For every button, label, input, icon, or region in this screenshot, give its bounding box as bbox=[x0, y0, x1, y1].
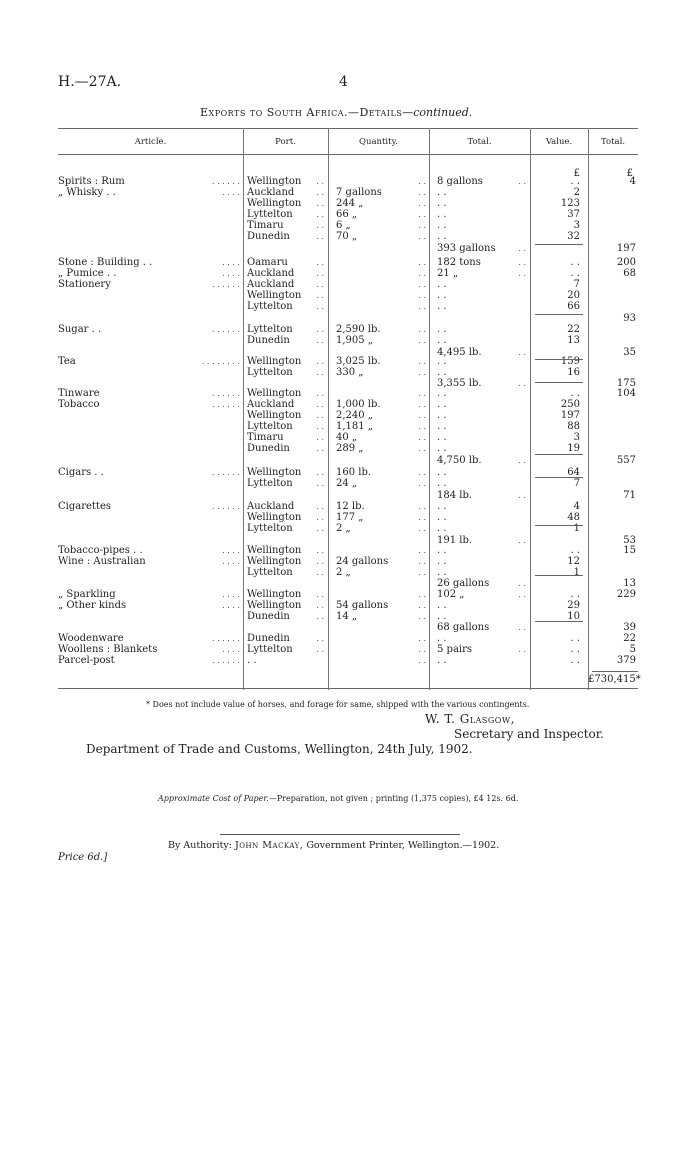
cell-tot: . . bbox=[437, 600, 447, 611]
cell-pd: . . bbox=[316, 389, 324, 398]
cell-pd: . . bbox=[316, 546, 324, 555]
cell-tot: 102 „ bbox=[437, 589, 465, 600]
cell-article: Woollens : Blankets bbox=[58, 644, 158, 655]
cell-gt: 15 bbox=[623, 545, 636, 556]
cell-qty: 54 gallons bbox=[336, 600, 389, 611]
cell-qd: . . bbox=[418, 302, 426, 311]
cell-port: Lyttelton bbox=[247, 421, 293, 432]
cell-tot: 3,355 lb. bbox=[437, 378, 482, 389]
cell-tot: 68 gallons bbox=[437, 622, 490, 633]
cell-pd: . . bbox=[316, 258, 324, 267]
cell-pd: . . bbox=[316, 336, 324, 345]
cell-gt: 22 bbox=[623, 633, 636, 644]
cell-pd: . . bbox=[316, 199, 324, 208]
cell-qd: . . bbox=[418, 546, 426, 555]
cell-tot: . . bbox=[437, 367, 447, 378]
cell-article: Wine : Australian bbox=[58, 556, 146, 567]
cell-tot: . . bbox=[437, 512, 447, 523]
cell-port: Wellington bbox=[247, 198, 302, 209]
cell-qd: . . bbox=[418, 601, 426, 610]
cell-qd: . . bbox=[418, 422, 426, 431]
cell-qty: 66 „ bbox=[336, 209, 358, 220]
cell-article: Cigarettes bbox=[58, 501, 111, 512]
cell-qd: . . bbox=[418, 411, 426, 420]
cell-val: . . bbox=[570, 655, 580, 666]
cell-port: Lyttelton bbox=[247, 367, 293, 378]
cell-qd: . . bbox=[418, 433, 426, 442]
cell-ad: . . . . . . bbox=[212, 400, 240, 409]
cell-pd: . . bbox=[316, 232, 324, 241]
cell-qty: 330 „ bbox=[336, 367, 364, 378]
page-number: 4 bbox=[339, 74, 348, 90]
cell-val: . . bbox=[570, 545, 580, 556]
cell-td: . . bbox=[518, 258, 526, 267]
cell-article: Stone : Building . . bbox=[58, 257, 153, 268]
cell-qty: 2,240 „ bbox=[336, 410, 373, 421]
cell-article: Spirits : Rum bbox=[58, 176, 125, 187]
cell-ad: . . . . . . bbox=[212, 502, 240, 511]
cell-td: . . bbox=[518, 379, 526, 388]
cell-val: 29 bbox=[567, 600, 580, 611]
cell-port: Auckland bbox=[247, 187, 295, 198]
col-header-quantity: Quantity. bbox=[359, 137, 398, 147]
cell-article: Woodenware bbox=[58, 633, 124, 644]
cell-qd: . . bbox=[418, 269, 426, 278]
cell-qty: 7 gallons bbox=[336, 187, 382, 198]
cell-qty: 24 gallons bbox=[336, 556, 389, 567]
cell-gt: 379 bbox=[616, 655, 636, 666]
cell-ad: . . . . . . bbox=[212, 656, 240, 665]
cell-article: Tobacco bbox=[58, 399, 100, 410]
cell-article: Tobacco-pipes . . bbox=[58, 545, 143, 556]
cell-port: Wellington bbox=[247, 176, 302, 187]
cell-article: „ Other kinds bbox=[58, 600, 127, 611]
cell-tot: 191 lb. bbox=[437, 535, 473, 546]
cell-port: Timaru bbox=[247, 220, 284, 231]
cell-gt: 93 bbox=[623, 313, 636, 324]
cell-val: . . bbox=[570, 268, 580, 279]
cell-port: Wellington bbox=[247, 290, 302, 301]
cell-qty: 40 „ bbox=[336, 432, 358, 443]
cell-qty: 289 „ bbox=[336, 443, 364, 454]
col-header-article: Article. bbox=[134, 137, 167, 147]
cell-gt: 5 bbox=[629, 644, 636, 655]
cell-port: Oamaru bbox=[247, 257, 288, 268]
cell-val: 7 bbox=[573, 279, 580, 290]
cell-val: 123 bbox=[560, 198, 580, 209]
cell-qd: . . bbox=[418, 291, 426, 300]
cell-qd: . . bbox=[418, 444, 426, 453]
cell-tot: . . bbox=[437, 301, 447, 312]
cell-qd: . . bbox=[418, 645, 426, 654]
cell-qd: . . bbox=[418, 502, 426, 511]
cell-tot: . . bbox=[437, 335, 447, 346]
cell-gt: 13 bbox=[623, 578, 636, 589]
cell-val: 37 bbox=[567, 209, 580, 220]
value-currency-symbol: £ bbox=[573, 168, 580, 179]
cell-gt: 71 bbox=[623, 490, 636, 501]
cell-val: 1 bbox=[573, 523, 580, 534]
cell-pd: . . bbox=[316, 411, 324, 420]
cell-pd: . . bbox=[316, 601, 324, 610]
cell-tot: . . bbox=[437, 467, 447, 478]
cell-pd: . . bbox=[316, 269, 324, 278]
cost-label: Approximate Cost of Paper. bbox=[158, 794, 269, 803]
cell-tot: . . bbox=[437, 324, 447, 335]
cell-td: . . bbox=[518, 269, 526, 278]
cell-tot: . . bbox=[437, 198, 447, 209]
cell-pd: . . bbox=[316, 557, 324, 566]
cell-tot: . . bbox=[437, 567, 447, 578]
cell-tot: . . bbox=[437, 187, 447, 198]
cell-port: Lyttelton bbox=[247, 478, 293, 489]
cell-tot: . . bbox=[437, 220, 447, 231]
cell-pd: . . bbox=[316, 302, 324, 311]
cell-article: Tinware bbox=[58, 388, 100, 399]
cell-val: 159 bbox=[560, 356, 580, 367]
printer-rest: Government Printer, Wellington.—1902. bbox=[306, 840, 500, 851]
cell-article: „ Whisky . . bbox=[58, 187, 116, 198]
cell-pd: . . bbox=[316, 568, 324, 577]
cell-tot: . . bbox=[437, 611, 447, 622]
cell-pd: . . bbox=[316, 325, 324, 334]
cell-port: Dunedin bbox=[247, 335, 290, 346]
cell-qd: . . bbox=[418, 336, 426, 345]
cell-qty: 2 „ bbox=[336, 523, 351, 534]
cell-ad: . . . . bbox=[222, 546, 240, 555]
cell-article: Parcel-post bbox=[58, 655, 115, 666]
cell-qd: . . bbox=[418, 612, 426, 621]
cell-qd: . . bbox=[418, 325, 426, 334]
cell-tot: 4,750 lb. bbox=[437, 455, 482, 466]
cell-pd: . . bbox=[316, 210, 324, 219]
cell-port: Lyttelton bbox=[247, 301, 293, 312]
cell-qty: 12 lb. bbox=[336, 501, 365, 512]
cell-pd: . . bbox=[316, 479, 324, 488]
cell-port: Auckland bbox=[247, 268, 295, 279]
cell-port: Wellington bbox=[247, 589, 302, 600]
cell-val: . . bbox=[570, 633, 580, 644]
col-header-grand-total: Total. bbox=[600, 137, 626, 147]
cell-port: Wellington bbox=[247, 356, 302, 367]
cell-td: . . bbox=[518, 536, 526, 545]
cell-qd: . . bbox=[418, 590, 426, 599]
cell-val: . . bbox=[570, 388, 580, 399]
cell-val: 2 bbox=[573, 187, 580, 198]
cell-ad: . . . . . . bbox=[212, 280, 240, 289]
cell-qd: . . bbox=[418, 468, 426, 477]
cell-ad: . . . . bbox=[222, 188, 240, 197]
cell-ad: . . . . . . bbox=[212, 634, 240, 643]
signature-role: Secretary and Inspector. bbox=[454, 727, 604, 741]
cell-article: Sugar . . bbox=[58, 324, 102, 335]
cell-tot: . . bbox=[437, 209, 447, 220]
cell-tot: 5 pairs bbox=[437, 644, 473, 655]
cell-tot: 8 gallons bbox=[437, 176, 483, 187]
cell-td: . . bbox=[518, 348, 526, 357]
cost-text: —Preparation, not given ; printing (1,375 copies), £4 12s. 6d. bbox=[268, 794, 519, 803]
cell-gt: 557 bbox=[616, 455, 636, 466]
cell-td: . . bbox=[518, 590, 526, 599]
cell-pd: . . bbox=[316, 612, 324, 621]
cell-tot: . . bbox=[437, 478, 447, 489]
cell-pd: . . bbox=[316, 280, 324, 289]
cell-pd: . . bbox=[316, 433, 324, 442]
cell-port: Lyttelton bbox=[247, 324, 293, 335]
col-header-port: Port. bbox=[275, 137, 296, 147]
cell-pd: . . bbox=[316, 368, 324, 377]
cell-pd: . . bbox=[316, 357, 324, 366]
cell-qd: . . bbox=[418, 656, 426, 665]
cell-pd: . . bbox=[316, 645, 324, 654]
cell-val: . . bbox=[570, 644, 580, 655]
cell-tot: . . bbox=[437, 399, 447, 410]
cell-ad: . . . . bbox=[222, 601, 240, 610]
cell-tot: . . bbox=[437, 501, 447, 512]
cell-tot: . . bbox=[437, 545, 447, 556]
cell-val: 10 bbox=[567, 611, 580, 622]
cell-qty: 160 lb. bbox=[336, 467, 372, 478]
cell-tot: . . bbox=[437, 279, 447, 290]
cell-val: 22 bbox=[567, 324, 580, 335]
title-caps: Exports to South Africa.—Details bbox=[200, 106, 403, 119]
cell-val: 3 bbox=[573, 220, 580, 231]
cell-gt: 39 bbox=[623, 622, 636, 633]
cell-td: . . bbox=[518, 491, 526, 500]
cell-val: 19 bbox=[567, 443, 580, 454]
cell-pd: . . bbox=[316, 177, 324, 186]
total-currency-symbol: £ bbox=[626, 168, 633, 179]
cell-qty: 14 „ bbox=[336, 611, 358, 622]
cell-port: . . bbox=[247, 655, 257, 666]
exports-table bbox=[58, 128, 641, 690]
cell-article: „ Sparkling bbox=[58, 589, 116, 600]
cell-pd: . . bbox=[316, 291, 324, 300]
cell-gt: 200 bbox=[616, 257, 636, 268]
cell-tot: . . bbox=[437, 231, 447, 242]
cell-article: Stationery bbox=[58, 279, 111, 290]
cell-val: 12 bbox=[567, 556, 580, 567]
cell-port: Dunedin bbox=[247, 443, 290, 454]
cell-td: . . bbox=[518, 579, 526, 588]
cell-qd: . . bbox=[418, 557, 426, 566]
cell-ad: . . . . bbox=[222, 258, 240, 267]
cell-port: Wellington bbox=[247, 467, 302, 478]
cell-qd: . . bbox=[418, 188, 426, 197]
cell-qty: 24 „ bbox=[336, 478, 358, 489]
cell-gt: 197 bbox=[616, 243, 636, 254]
cell-qd: . . bbox=[418, 357, 426, 366]
cell-pd: . . bbox=[316, 513, 324, 522]
cell-val: 4 bbox=[573, 501, 580, 512]
printer-prefix: By Authority: bbox=[168, 840, 232, 851]
cell-pd: . . bbox=[316, 221, 324, 230]
cell-gt: 4 bbox=[629, 176, 636, 187]
cell-qty: 3,025 lb. bbox=[336, 356, 381, 367]
cell-qd: . . bbox=[418, 280, 426, 289]
cell-tot: . . bbox=[437, 655, 447, 666]
cell-port: Wellington bbox=[247, 545, 302, 556]
cell-val: . . bbox=[570, 589, 580, 600]
cell-td: . . bbox=[518, 623, 526, 632]
cell-port: Timaru bbox=[247, 432, 284, 443]
cell-tot: 184 lb. bbox=[437, 490, 473, 501]
cell-tot: 21 „ bbox=[437, 268, 459, 279]
cell-port: Lyttelton bbox=[247, 523, 293, 534]
cell-ad: . . . . . . bbox=[212, 468, 240, 477]
cell-qd: . . bbox=[418, 232, 426, 241]
cell-val: 250 bbox=[560, 399, 580, 410]
cell-val: 1 bbox=[573, 567, 580, 578]
cell-gt: 229 bbox=[616, 589, 636, 600]
cell-ad: . . . . bbox=[222, 557, 240, 566]
cell-tot: 182 tons bbox=[437, 257, 481, 268]
cell-pd: . . bbox=[316, 502, 324, 511]
cell-qty: 244 „ bbox=[336, 198, 364, 209]
cell-val: . . bbox=[570, 176, 580, 187]
cell-ad: . . . . . . bbox=[212, 177, 240, 186]
cell-val: 66 bbox=[567, 301, 580, 312]
cell-port: Dunedin bbox=[247, 633, 290, 644]
cost-line bbox=[158, 794, 518, 803]
cell-val: . . bbox=[570, 257, 580, 268]
cell-qty: 1,905 „ bbox=[336, 335, 373, 346]
cell-val: 20 bbox=[567, 290, 580, 301]
cell-tot: . . bbox=[437, 443, 447, 454]
cell-port: Lyttelton bbox=[247, 567, 293, 578]
cell-val: 48 bbox=[567, 512, 580, 523]
printer-name: John Mackay, bbox=[235, 840, 304, 851]
cell-pd: . . bbox=[316, 590, 324, 599]
cell-qd: . . bbox=[418, 368, 426, 377]
cell-port: Auckland bbox=[247, 399, 295, 410]
cell-tot: . . bbox=[437, 633, 447, 644]
cell-qd: . . bbox=[418, 479, 426, 488]
cell-qd: . . bbox=[418, 177, 426, 186]
cell-qty: 1,000 lb. bbox=[336, 399, 381, 410]
cell-qty: 6 „ bbox=[336, 220, 351, 231]
signature-name: W. T. Glasgow, bbox=[425, 712, 515, 726]
cell-qd: . . bbox=[418, 258, 426, 267]
cell-tot: . . bbox=[437, 432, 447, 443]
cell-val: 3 bbox=[573, 432, 580, 443]
cell-qd: . . bbox=[418, 221, 426, 230]
cell-pd: . . bbox=[316, 634, 324, 643]
cell-qty: 177 „ bbox=[336, 512, 364, 523]
cell-ad: . . . . . . . . bbox=[201, 357, 240, 366]
cell-port: Wellington bbox=[247, 600, 302, 611]
cell-val: 16 bbox=[567, 367, 580, 378]
page-title bbox=[200, 106, 472, 119]
cell-qty: 1,181 „ bbox=[336, 421, 373, 432]
cell-ad: . . . . bbox=[222, 269, 240, 278]
cell-article: Cigars . . bbox=[58, 467, 104, 478]
price: Price 6d.] bbox=[58, 852, 108, 863]
cell-td: . . bbox=[518, 244, 526, 253]
cell-tot: . . bbox=[437, 556, 447, 567]
cell-ad: . . . . bbox=[222, 645, 240, 654]
cell-pd: . . bbox=[316, 422, 324, 431]
printer-line bbox=[168, 840, 499, 851]
cell-tot: . . bbox=[437, 290, 447, 301]
cell-tot: . . bbox=[437, 388, 447, 399]
cell-port: Dunedin bbox=[247, 611, 290, 622]
cell-val: 7 bbox=[573, 478, 580, 489]
cell-pd: . . bbox=[316, 400, 324, 409]
cell-qd: . . bbox=[418, 524, 426, 533]
cell-val: 88 bbox=[567, 421, 580, 432]
col-header-total: Total. bbox=[467, 137, 492, 147]
cell-td: . . bbox=[518, 177, 526, 186]
cell-port: Lyttelton bbox=[247, 644, 293, 655]
cell-port: Dunedin bbox=[247, 231, 290, 242]
cell-gt: 175 bbox=[616, 378, 636, 389]
title-italic: —continued. bbox=[402, 106, 473, 119]
cell-port: Wellington bbox=[247, 556, 302, 567]
col-header-value: Value. bbox=[545, 137, 573, 147]
cell-qty: 70 „ bbox=[336, 231, 358, 242]
cell-gt: 104 bbox=[616, 388, 636, 399]
cell-article: „ Pumice . . bbox=[58, 268, 117, 279]
cell-qty: 2,590 lb. bbox=[336, 324, 381, 335]
cell-qd: . . bbox=[418, 389, 426, 398]
cell-tot: 26 gallons bbox=[437, 578, 490, 589]
cell-pd: . . bbox=[316, 188, 324, 197]
footnote: * Does not include value of horses, and forage for same, shipped with the various contingents. bbox=[146, 700, 530, 709]
cell-qd: . . bbox=[418, 210, 426, 219]
cell-ad: . . . . . . bbox=[212, 325, 240, 334]
document-ref: H.—27A. bbox=[58, 74, 122, 90]
cell-tot: 393 gallons bbox=[437, 243, 496, 254]
cell-td: . . bbox=[518, 645, 526, 654]
cell-pd: . . bbox=[316, 468, 324, 477]
cell-ad: . . . . . . bbox=[212, 389, 240, 398]
cell-td: . . bbox=[518, 456, 526, 465]
cell-pd: . . bbox=[316, 444, 324, 453]
cell-gt: 68 bbox=[623, 268, 636, 279]
cell-qty: 2 „ bbox=[336, 567, 351, 578]
cell-gt: 53 bbox=[623, 535, 636, 546]
cell-qd: . . bbox=[418, 513, 426, 522]
cell-qd: . . bbox=[418, 199, 426, 208]
cell-port: Wellington bbox=[247, 410, 302, 421]
cell-tot: . . bbox=[437, 523, 447, 534]
cell-gt: 35 bbox=[623, 347, 636, 358]
cell-qd: . . bbox=[418, 400, 426, 409]
cell-port: Lyttelton bbox=[247, 209, 293, 220]
grand-total: £730,415* bbox=[588, 674, 641, 685]
cell-tot: . . bbox=[437, 356, 447, 367]
department-line: Department of Trade and Customs, Wellington, 24th July, 1902. bbox=[86, 742, 473, 756]
cell-port: Auckland bbox=[247, 279, 295, 290]
cell-qd: . . bbox=[418, 568, 426, 577]
cell-port: Auckland bbox=[247, 501, 295, 512]
cell-qd: . . bbox=[418, 634, 426, 643]
cell-port: Wellington bbox=[247, 388, 302, 399]
cell-tot: . . bbox=[437, 410, 447, 421]
cell-tot: 4,495 lb. bbox=[437, 347, 482, 358]
cell-val: 197 bbox=[560, 410, 580, 421]
cell-val: 32 bbox=[567, 231, 580, 242]
cell-pd: . . bbox=[316, 524, 324, 533]
cell-tot: . . bbox=[437, 421, 447, 432]
cell-ad: . . . . bbox=[222, 590, 240, 599]
cell-val: 64 bbox=[567, 467, 580, 478]
cell-val: 13 bbox=[567, 335, 580, 346]
cell-article: Tea bbox=[58, 356, 76, 367]
cell-port: Wellington bbox=[247, 512, 302, 523]
